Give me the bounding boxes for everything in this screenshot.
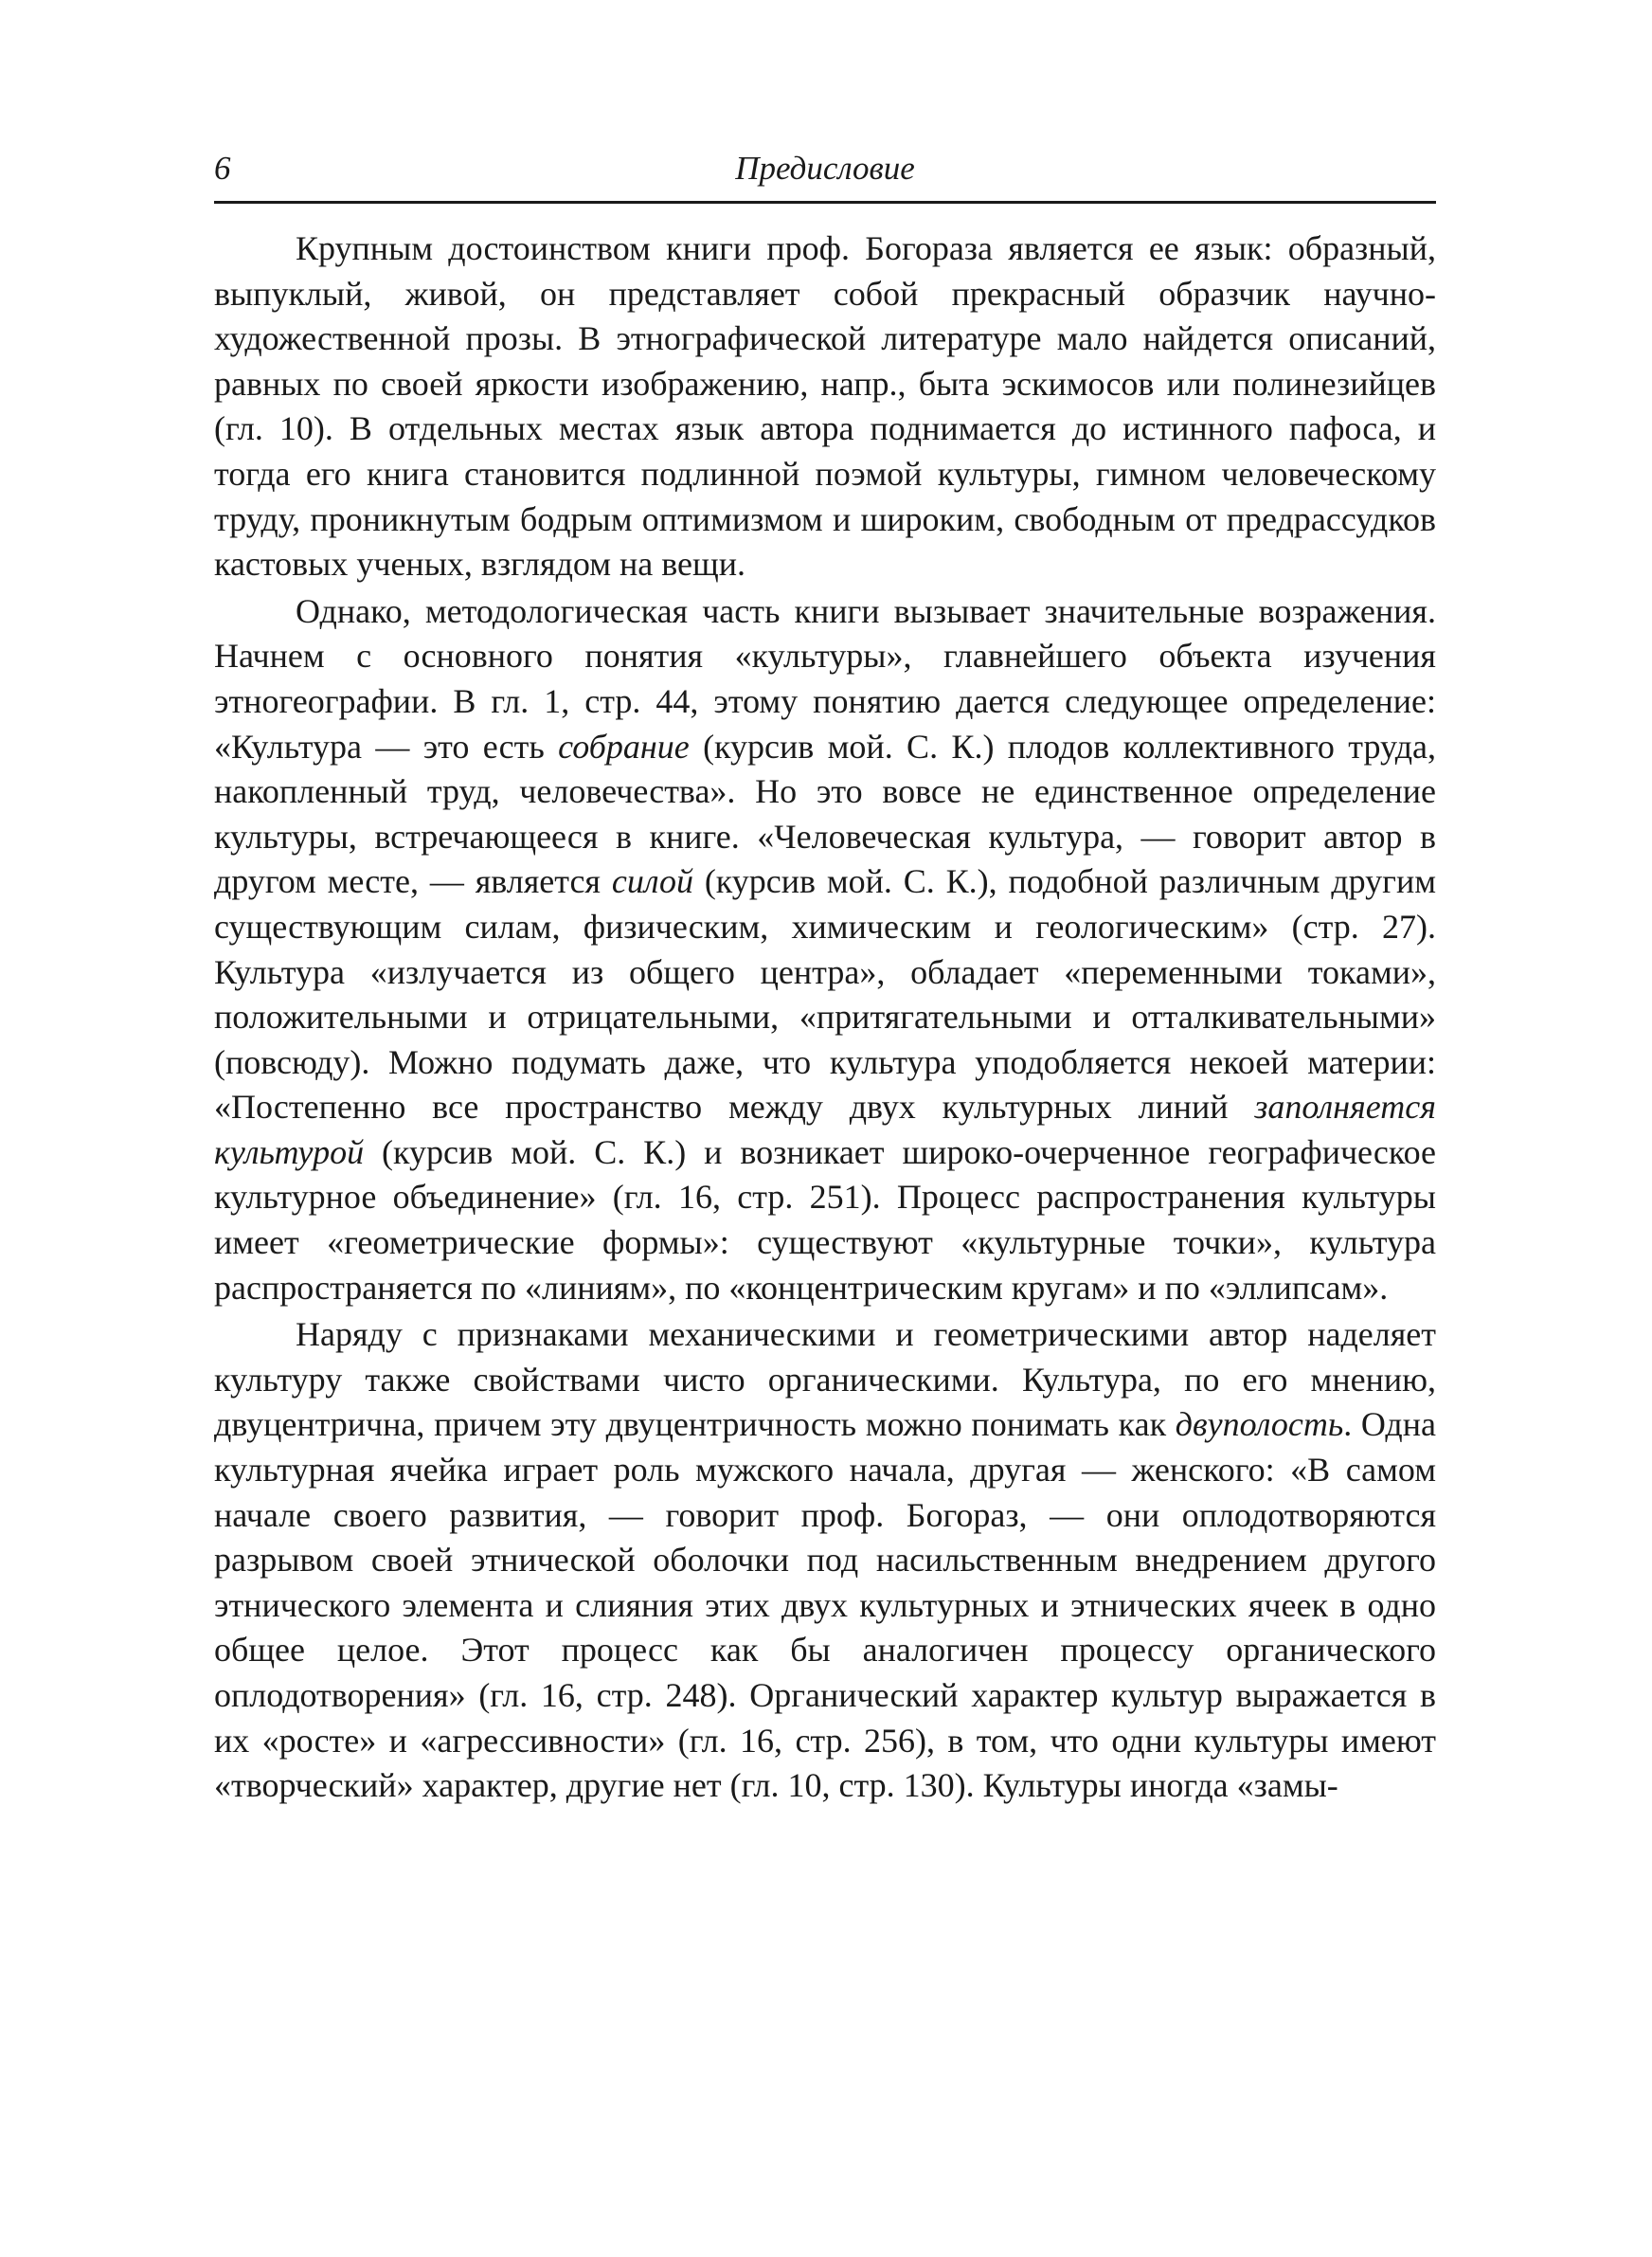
text-run: (курсив мой. С. К.) и возникает широко-очерченное географическое культурное объединение» (гл. 16, стр. 251). Процесс распространения культуры имеет «геометрические формы»: существуют «культурные точки», культура распространяется по «линиям», по «концентрическим кругам» и по «эллипсам». xyxy=(214,1132,1436,1307)
italic-text-run: собрание xyxy=(558,727,690,766)
paragraph-2 xyxy=(214,589,1436,1311)
text-run: Наряду с признаками механическими и геометрическими автор наделяет культуру также свойствами чисто органическими. Культура, по его мнению, двуцентрична, причем эту двуцентричность можно понимать как xyxy=(214,1315,1436,1444)
header-rule xyxy=(214,201,1436,204)
paragraph-1 xyxy=(214,226,1436,587)
text-run: Однако, методологическая часть книги вызывает значительные возражения. Начнем с основного понятия «культуры», главнейшего объекта изучения этногеографии. В гл. 1, стр. 44, этому понятию дается следующее определение: «Культура — это есть xyxy=(214,591,1436,766)
body-text xyxy=(214,226,1436,1809)
text-run: Крупным достоинством книги проф. Богораза является ее язык: образный, выпуклый, живой, он представляет собой прекрасный образчик научно-художественной прозы. В этнографической литературе мало найдется описаний, равных по своей яркости изображению, напр., быта эскимосов или полинезийцев (гл. 10). В отдельных местах язык автора поднимается до истинного пафоса, и тогда его книга становится подлинной поэмой культуры, гимном человеческому труду, проникнутым бодрым оптимизмом и широким, свободным от предрассудков кастовых ученых, взглядом на вещи. xyxy=(214,229,1436,584)
italic-text-run: двуполость xyxy=(1175,1405,1344,1444)
italic-text-run: заполняется культурой xyxy=(214,1088,1436,1171)
book-page xyxy=(214,142,1436,1811)
text-run: . Одна культурная ячейка играет роль мужского начала, другая — женского: «В самом начале своего развития, — говорит проф. Богораз, — они оплодотворяются разрывом своей этнической оболочки под насильственным внедрением другого этнического элемента и слияния этих двух культурных и этнических ячеек в одно общее целое. Этот процесс как бы аналогичен процессу органического оплодотворения» (гл. 16, стр. 248). Органический характер культур выражается в их «росте» и «агрессивности» (гл. 16, стр. 256), в том, что одни культуры имеют «творческий» характер, другие нет (гл. 10, стр. 130). Культуры иногда «замы- xyxy=(214,1405,1436,1805)
italic-text-run: силой xyxy=(611,862,693,901)
text-run: (курсив мой. С. К.), подобной различным другим существующим силам, физическим, химическим и геологическим» (стр. 27). Культура «излучается из общего центра», обладает «переменными токами», положительными и отрицательными, «притягательными и отталкивательными» (повсюду). Можно подумать даже, что культура уподобляется некоей материи: «Постепенно все пространство между двух культурных линий xyxy=(214,862,1436,1127)
paragraph-3 xyxy=(214,1312,1436,1809)
running-head xyxy=(214,142,1436,195)
running-head-title: Предисловие xyxy=(735,150,915,187)
page-number: 6 xyxy=(214,150,231,187)
text-run: (курсив мой. С. К.) плодов коллективного труда, накопленный труд, человечества». Но это вовсе не единственное определение культуры, встречающееся в книге. «Человеческая культура, — говорит автор в другом месте, — является xyxy=(214,727,1436,901)
